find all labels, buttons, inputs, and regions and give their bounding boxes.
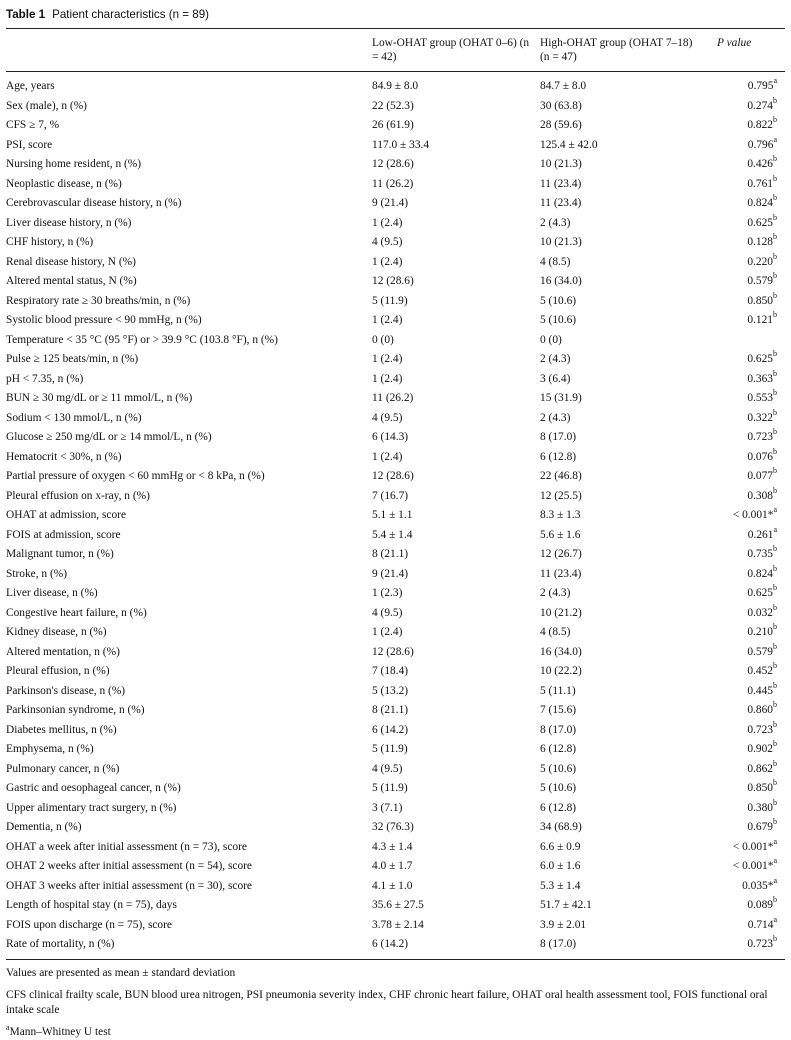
header-high-ohat: High-OHAT group (OHAT 7–18) (n = 47) xyxy=(540,37,693,63)
p-value-superscript: a xyxy=(773,76,777,86)
p-value-superscript: b xyxy=(773,407,777,417)
high-ohat-value: 22 (46.8) xyxy=(540,470,582,482)
low-ohat-value: 4 (9.5) xyxy=(372,411,403,424)
high-ohat-value: 6 (12.8) xyxy=(540,743,577,755)
p-value-superscript: b xyxy=(773,817,777,827)
table-row xyxy=(6,350,785,370)
p-value: < 0.001*$^a$ xyxy=(732,856,777,872)
p-value-superscript: b xyxy=(773,563,777,573)
p-value: 0.220$^b$ xyxy=(747,251,777,268)
table-row xyxy=(6,545,785,565)
row-label: Upper alimentary tract surgery, n (%) xyxy=(6,801,177,814)
table-row xyxy=(6,253,785,273)
row-label: CHF history, n (%) xyxy=(6,236,94,248)
row-label: Nursing home resident, n (%) xyxy=(6,158,142,170)
p-value: 0.089$^b$ xyxy=(747,895,777,911)
p-value: < 0.001*$^a$ xyxy=(732,505,777,521)
row-label: Length of hospital stay (n = 75), days xyxy=(6,899,177,911)
p-value: 0.625$^b$ xyxy=(747,212,777,229)
table-row xyxy=(6,526,785,546)
footnote-abbreviations: CFS clinical frailty scale, BUN blood urea nitrogen, PSI pneumonia severity index, CHF chronic heart failure, OHAT oral health assessment tool, FOIS functional oral intake scale xyxy=(6,989,768,1016)
row-label: Pleural effusion, n (%) xyxy=(6,665,110,677)
p-value: 0.445$^b$ xyxy=(747,680,777,697)
low-ohat-value: 9 (21.4) xyxy=(372,567,409,580)
p-value-superscript: b xyxy=(773,622,777,632)
table-row xyxy=(6,448,785,468)
p-value: 0.128$^b$ xyxy=(747,232,777,248)
p-value-superscript: b xyxy=(773,583,777,593)
table-row xyxy=(6,136,785,156)
low-ohat-value: 5 (11.9) xyxy=(372,782,408,794)
low-ohat-value: 1 (2.4) xyxy=(372,450,403,463)
high-ohat-value: 10 (21.3) xyxy=(540,236,582,248)
p-value-superscript: b xyxy=(773,368,777,378)
high-ohat-value: 15 (31.9) xyxy=(540,392,582,404)
low-ohat-value: 35.6 ± 27.5 xyxy=(372,899,424,911)
p-value: 0.553$^b$ xyxy=(747,388,777,404)
low-ohat-value: 8 (21.1) xyxy=(372,704,409,716)
low-ohat-value: 117.0 ± 33.4 xyxy=(372,138,430,151)
row-label: Pulse ≥ 125 beats/min, n (%) xyxy=(6,353,139,365)
footnote-values: Values are presented as mean ± standard deviation xyxy=(6,967,236,979)
p-value-superscript: b xyxy=(773,349,777,359)
row-label: Diabetes mellitus, n (%) xyxy=(6,723,117,736)
high-ohat-value: 11 (23.4) xyxy=(540,177,582,190)
table-row xyxy=(6,565,785,585)
row-label: Partial pressure of oxygen < 60 mmHg or < 8 kPa, n (%) xyxy=(6,470,265,482)
low-ohat-value: 3 (7.1) xyxy=(372,801,403,814)
header-low-ohat: Low-OHAT group (OHAT 0–6) (n = 42) xyxy=(372,37,530,63)
row-label: Cerebrovascular disease history, n (%) xyxy=(6,197,182,209)
table-row xyxy=(6,175,785,195)
low-ohat-value: 3.78 ± 2.14 xyxy=(372,918,424,931)
footnote-marker: a xyxy=(6,1023,10,1032)
row-label: Stroke, n (%) xyxy=(6,567,68,580)
p-value-superscript: b xyxy=(773,895,777,905)
high-ohat-value: 4 (8.5) xyxy=(540,626,571,638)
low-ohat-value: 4 (9.5) xyxy=(372,236,403,248)
high-ohat-value: 0 (0) xyxy=(540,333,562,346)
p-value-superscript: b xyxy=(773,739,777,749)
p-value-superscript: b xyxy=(773,271,777,281)
low-ohat-value: 32 (76.3) xyxy=(372,821,414,833)
row-label: pH < 7.35, n (%) xyxy=(6,372,84,385)
table-body xyxy=(6,77,785,955)
high-ohat-value: 51.7 ± 42.1 xyxy=(540,899,592,911)
high-ohat-value: 16 (34.0) xyxy=(540,275,582,287)
high-ohat-value: 125.4 ± 42.0 xyxy=(540,138,598,151)
p-value-superscript: b xyxy=(773,700,777,710)
row-label: OHAT 2 weeks after initial assessment (n = 54), score xyxy=(6,860,252,872)
high-ohat-value: 8.3 ± 1.3 xyxy=(540,509,581,521)
row-label: Gastric and oesophageal cancer, n (%) xyxy=(6,782,181,794)
high-ohat-value: 5 (10.6) xyxy=(540,762,577,775)
table-row xyxy=(6,428,785,448)
p-value-superscript: b xyxy=(773,154,777,164)
high-ohat-value: 5.6 ± 1.6 xyxy=(540,528,581,541)
p-value-superscript: b xyxy=(773,778,777,788)
p-value: < 0.001*$^a$ xyxy=(732,836,777,853)
table-row xyxy=(6,331,785,351)
table-row xyxy=(6,779,785,799)
row-label: Congestive heart failure, n (%) xyxy=(6,606,147,619)
low-ohat-value: 12 (28.6) xyxy=(372,275,414,287)
row-label: Parkinsonian syndrome, n (%) xyxy=(6,704,145,716)
p-value-superscript: a xyxy=(773,914,777,924)
table-row xyxy=(6,916,785,936)
row-label: Kidney disease, n (%) xyxy=(6,626,107,638)
p-value-superscript: b xyxy=(773,466,777,476)
p-value: 0.761$^b$ xyxy=(747,173,777,190)
table-row xyxy=(6,506,785,526)
high-ohat-value: 34 (68.9) xyxy=(540,821,582,833)
p-value: 0.902$^b$ xyxy=(747,739,777,755)
p-value-superscript: b xyxy=(773,719,777,729)
table-caption xyxy=(6,8,209,21)
row-label: OHAT at admission, score xyxy=(6,509,127,521)
row-label: Dementia, n (%) xyxy=(6,821,82,833)
high-ohat-value: 7 (15.6) xyxy=(540,704,577,716)
table-row xyxy=(6,467,785,487)
low-ohat-value: 1 (2.4) xyxy=(372,314,403,326)
high-ohat-value: 12 (26.7) xyxy=(540,548,582,560)
table-row xyxy=(6,838,785,858)
row-label: Liver disease history, n (%) xyxy=(6,216,132,229)
low-ohat-value: 84.9 ± 8.0 xyxy=(372,80,419,92)
high-ohat-value: 6 (12.8) xyxy=(540,801,577,814)
header-p-value: P value xyxy=(717,37,752,49)
row-label: Systolic blood pressure < 90 mmHg, n (%) xyxy=(6,314,202,326)
footnote-test xyxy=(6,1020,785,1040)
row-label: Liver disease, n (%) xyxy=(6,587,98,599)
table-row xyxy=(6,389,785,409)
low-ohat-value: 7 (16.7) xyxy=(372,489,409,502)
p-value-superscript: a xyxy=(773,875,777,885)
table-row xyxy=(6,896,785,916)
p-value-superscript: b xyxy=(773,388,777,398)
row-label: PSI, score xyxy=(6,138,53,151)
row-label: Sex (male), n (%) xyxy=(6,99,87,112)
p-value: 0.850$^b$ xyxy=(747,778,777,794)
p-value: 0.210$^b$ xyxy=(747,622,777,638)
p-value-superscript: b xyxy=(773,115,777,125)
p-value: 0.679$^b$ xyxy=(747,817,777,833)
table-row xyxy=(6,272,785,292)
row-label: Respiratory rate ≥ 30 breaths/min, n (%) xyxy=(6,294,191,307)
p-value: 0.426$^b$ xyxy=(747,154,777,170)
row-label: OHAT a week after initial assessment (n = 73), score xyxy=(6,840,247,853)
row-label: Rate of mortality, n (%) xyxy=(6,938,115,950)
low-ohat-value: 5 (13.2) xyxy=(372,684,409,697)
p-value-superscript: b xyxy=(773,661,777,671)
table-row xyxy=(6,116,785,136)
high-ohat-value: 3 (6.4) xyxy=(540,372,571,385)
low-ohat-value: 1 (2.4) xyxy=(372,372,403,385)
table-row xyxy=(6,721,785,741)
high-ohat-value: 16 (34.0) xyxy=(540,645,582,658)
p-value: 0.032$^b$ xyxy=(747,602,777,619)
p-value-superscript: b xyxy=(773,641,777,651)
high-ohat-value: 8 (17.0) xyxy=(540,938,577,950)
row-label: Temperature < 35 °C (95 °F) or > 39.9 °C (103.8 °F), n (%) xyxy=(6,333,278,346)
low-ohat-value: 12 (28.6) xyxy=(372,158,414,170)
p-value: 0.824$^b$ xyxy=(747,193,777,209)
p-value-superscript: a xyxy=(773,505,777,515)
high-ohat-value: 3.9 ± 2.01 xyxy=(540,918,587,931)
high-ohat-value: 5 (10.6) xyxy=(540,294,577,307)
low-ohat-value: 4 (9.5) xyxy=(372,606,403,619)
p-value-superscript: b xyxy=(773,485,777,495)
table-row xyxy=(6,97,785,117)
high-ohat-value: 5 (10.6) xyxy=(540,782,577,794)
p-value: 0.322$^b$ xyxy=(747,407,777,424)
low-ohat-value: 5.4 ± 1.4 xyxy=(372,528,413,541)
high-ohat-value: 2 (4.3) xyxy=(540,216,571,229)
p-value-superscript: b xyxy=(773,173,777,183)
p-value-superscript: a xyxy=(773,524,777,534)
p-value: 0.824$^b$ xyxy=(747,563,777,580)
table-row xyxy=(6,604,785,624)
p-value-superscript: b xyxy=(773,446,777,456)
low-ohat-value: 5.1 ± 1.1 xyxy=(372,509,413,521)
p-value: 0.795$^a$ xyxy=(747,76,777,92)
high-ohat-value: 6.6 ± 0.9 xyxy=(540,840,581,853)
p-value-superscript: a xyxy=(773,836,777,846)
row-label: Neoplastic disease, n (%) xyxy=(6,177,122,190)
low-ohat-value: 12 (28.6) xyxy=(372,470,414,482)
low-ohat-value: 7 (18.4) xyxy=(372,665,409,677)
table-title: Patient characteristics (n = 89) xyxy=(52,8,209,21)
low-ohat-value: 12 (28.6) xyxy=(372,645,414,658)
row-label: Parkinson's disease, n (%) xyxy=(6,684,126,697)
p-value-superscript: a xyxy=(773,134,777,144)
table-row xyxy=(6,77,785,97)
p-value: 0.625$^b$ xyxy=(747,583,777,599)
low-ohat-value: 4.1 ± 1.0 xyxy=(372,879,413,892)
low-ohat-value: 5 (11.9) xyxy=(372,294,408,307)
table-row xyxy=(6,760,785,780)
p-value-superscript: b xyxy=(773,193,777,203)
high-ohat-value: 11 (23.4) xyxy=(540,197,582,209)
footnote-test-text: Mann–Whitney U test xyxy=(9,1025,111,1038)
table-row xyxy=(6,214,785,234)
high-ohat-value: 5 (11.1) xyxy=(540,684,576,697)
low-ohat-value: 22 (52.3) xyxy=(372,99,414,112)
p-value: 0.077$^b$ xyxy=(747,466,777,482)
p-value: 0.625$^b$ xyxy=(747,349,777,365)
table-row xyxy=(6,292,785,312)
low-ohat-value: 8 (21.1) xyxy=(372,548,409,560)
p-value-superscript: b xyxy=(773,310,777,320)
table-row xyxy=(6,643,785,663)
row-label: Pulmonary cancer, n (%) xyxy=(6,762,120,775)
low-ohat-value: 6 (14.3) xyxy=(372,431,409,443)
high-ohat-value: 8 (17.0) xyxy=(540,431,577,443)
p-value: 0.862$^b$ xyxy=(747,758,777,775)
low-ohat-value: 1 (2.4) xyxy=(372,255,403,268)
table-row xyxy=(6,682,785,702)
table-row xyxy=(6,487,785,507)
table-row xyxy=(6,818,785,838)
p-value: 0.796$^a$ xyxy=(747,134,777,151)
p-value: 0.579$^b$ xyxy=(747,641,777,658)
row-label: Sodium < 130 mmol/L, n (%) xyxy=(6,411,142,424)
high-ohat-value: 10 (22.2) xyxy=(540,665,582,677)
high-ohat-value: 2 (4.3) xyxy=(540,587,571,599)
p-value: 0.380$^b$ xyxy=(747,797,777,814)
table-number: Table 1 xyxy=(6,8,46,21)
low-ohat-value: 4 (9.5) xyxy=(372,762,403,775)
p-value: 0.723$^b$ xyxy=(747,934,777,950)
p-value-superscript: b xyxy=(773,290,777,300)
p-value: 0.308$^b$ xyxy=(747,485,777,502)
low-ohat-value: 11 (26.2) xyxy=(372,392,414,404)
p-value: 0.714$^a$ xyxy=(747,914,777,931)
p-value-superscript: b xyxy=(773,758,777,768)
header-rule xyxy=(6,71,785,72)
row-label: BUN ≥ 30 mg/dL or ≥ 11 mmol/L, n (%) xyxy=(6,392,193,404)
p-value-superscript: b xyxy=(773,680,777,690)
high-ohat-value: 4 (8.5) xyxy=(540,255,571,268)
low-ohat-value: 1 (2.4) xyxy=(372,626,403,638)
p-value: 0.274$^b$ xyxy=(747,95,777,112)
p-value-superscript: b xyxy=(773,232,777,242)
low-ohat-value: 4.3 ± 1.4 xyxy=(372,840,413,853)
p-value: 0.723$^b$ xyxy=(747,719,777,736)
p-value-superscript: b xyxy=(773,797,777,807)
high-ohat-value: 6 (12.8) xyxy=(540,450,577,463)
p-value-superscript: b xyxy=(773,95,777,105)
low-ohat-value: 26 (61.9) xyxy=(372,119,414,131)
row-label: Malignant tumor, n (%) xyxy=(6,548,114,560)
p-value: 0.076$^b$ xyxy=(747,446,777,463)
high-ohat-value: 10 (21.2) xyxy=(540,606,582,619)
row-label: CFS ≥ 7, % xyxy=(6,119,60,131)
low-ohat-value: 1 (2.4) xyxy=(372,353,403,365)
high-ohat-value: 2 (4.3) xyxy=(540,353,571,365)
table-row xyxy=(6,233,785,253)
table-row xyxy=(6,701,785,721)
high-ohat-value: 5.3 ± 1.4 xyxy=(540,879,581,892)
p-value: 0.452$^b$ xyxy=(747,661,777,677)
p-value: 0.860$^b$ xyxy=(747,700,777,716)
top-rule xyxy=(6,28,785,29)
row-label: Glucose ≥ 250 mg/dL or ≥ 14 mmol/L, n (%) xyxy=(6,431,212,443)
high-ohat-value: 8 (17.0) xyxy=(540,723,577,736)
table-row xyxy=(6,662,785,682)
table-row xyxy=(6,857,785,877)
p-value: 0.261$^a$ xyxy=(747,524,777,541)
low-ohat-value: 1 (2.4) xyxy=(372,216,403,229)
p-value: 0.121$^b$ xyxy=(747,310,777,326)
p-value-superscript: b xyxy=(773,544,777,554)
high-ohat-value: 11 (23.4) xyxy=(540,567,582,580)
high-ohat-value: 5 (10.6) xyxy=(540,314,577,326)
row-label: FOIS upon discharge (n = 75), score xyxy=(6,918,172,931)
row-label: Age, years xyxy=(6,80,55,92)
high-ohat-value: 12 (25.5) xyxy=(540,489,582,502)
low-ohat-value: 6 (14.2) xyxy=(372,938,409,950)
high-ohat-value: 28 (59.6) xyxy=(540,119,582,131)
table-row xyxy=(6,935,785,955)
low-ohat-value: 11 (26.2) xyxy=(372,177,414,190)
table-row xyxy=(6,311,785,331)
high-ohat-value: 30 (63.8) xyxy=(540,99,582,112)
p-value: 0.850$^b$ xyxy=(747,290,777,307)
row-label: Renal disease history, N (%) xyxy=(6,255,136,268)
row-label: Pleural effusion on x-ray, n (%) xyxy=(6,489,150,502)
high-ohat-value: 10 (21.3) xyxy=(540,158,582,170)
p-value-superscript: a xyxy=(773,856,777,866)
table-row xyxy=(6,584,785,604)
table-row xyxy=(6,409,785,429)
p-value: 0.735$^b$ xyxy=(747,544,777,560)
p-value-superscript: b xyxy=(773,212,777,222)
p-value-superscript: b xyxy=(773,251,777,261)
high-ohat-value: 2 (4.3) xyxy=(540,411,571,424)
p-value-superscript: b xyxy=(773,427,777,437)
p-value: 0.822$^b$ xyxy=(747,115,777,131)
low-ohat-value: 6 (14.2) xyxy=(372,723,409,736)
p-value: 0.363$^b$ xyxy=(747,368,777,385)
low-ohat-value: 9 (21.4) xyxy=(372,197,409,209)
low-ohat-value: 5 (11.9) xyxy=(372,743,408,755)
low-ohat-value: 4.0 ± 1.7 xyxy=(372,860,413,872)
bottom-rule xyxy=(6,959,785,960)
row-label: Hematocrit < 30%, n (%) xyxy=(6,450,122,463)
p-value: 0.723$^b$ xyxy=(747,427,777,443)
low-ohat-value: 0 (0) xyxy=(372,333,394,346)
p-value-superscript: b xyxy=(773,934,777,944)
row-label: OHAT 3 weeks after initial assessment (n = 30), score xyxy=(6,879,252,892)
row-label: Altered mental status, N (%) xyxy=(6,275,137,287)
row-label: Emphysema, n (%) xyxy=(6,743,94,755)
table-row xyxy=(6,877,785,897)
table-row xyxy=(6,740,785,760)
table-row xyxy=(6,155,785,175)
table-row xyxy=(6,194,785,214)
high-ohat-value: 6.0 ± 1.6 xyxy=(540,860,581,872)
table-row xyxy=(6,799,785,819)
table-row xyxy=(6,623,785,643)
table-row xyxy=(6,370,785,390)
low-ohat-value: 1 (2.3) xyxy=(372,587,403,599)
p-value-superscript: b xyxy=(773,602,777,612)
row-label: FOIS at admission, score xyxy=(6,528,121,541)
p-value: 0.035*$^a$ xyxy=(742,875,777,892)
high-ohat-value: 84.7 ± 8.0 xyxy=(540,80,587,92)
p-value: 0.579$^b$ xyxy=(747,271,777,287)
row-label: Altered mentation, n (%) xyxy=(6,645,120,658)
